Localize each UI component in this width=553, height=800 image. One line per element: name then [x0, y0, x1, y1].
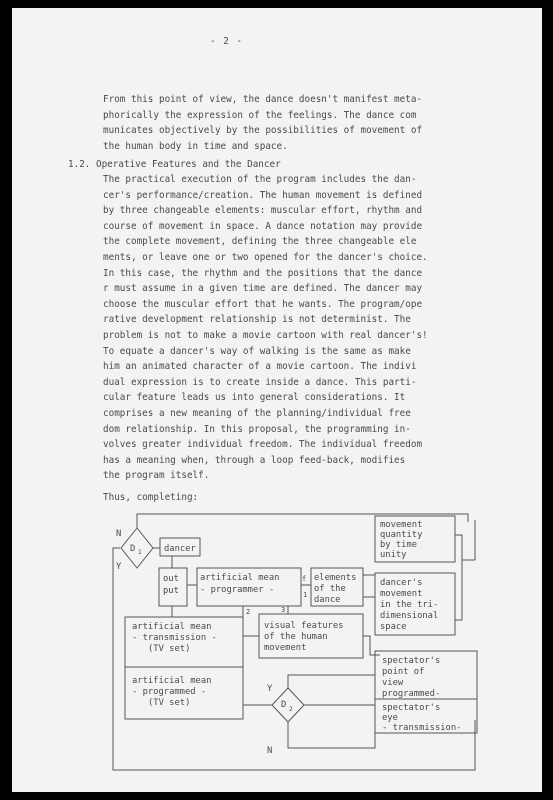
movement-line-5: space [380, 622, 407, 632]
view-line-1: spectator's [382, 656, 441, 666]
text-line: ments, or leave one or two opened for the dancer's choice. [103, 251, 428, 263]
text-line: municates objectively by the possibilities of movement of [103, 125, 423, 137]
programmer-line-1: artificial mean [200, 573, 280, 583]
programmed-line-1: artificial mean [132, 676, 212, 686]
d1-label: D [130, 544, 136, 554]
text-line: r must assume in a given time are defined. The dancer may [103, 283, 423, 295]
view-line-2: point of [382, 667, 425, 677]
text-line: course of movement in space. A dance notation may provide [103, 220, 423, 232]
text-line: phorically the expression of the feelings. The dance com [103, 109, 417, 121]
mark-3: 3 [281, 606, 286, 614]
text-line: has a meaning when, through a loop feed-back, modifies [103, 454, 406, 466]
text-line: dual expression is to create inside a dance. This parti- [103, 376, 417, 388]
quantity-line-3: by time [380, 540, 418, 550]
view-line-3: view [382, 678, 404, 688]
d2-label: D [281, 700, 287, 710]
output-line-2: put [163, 586, 179, 596]
mark-f: f [302, 575, 307, 583]
elements-line-2: of the [314, 584, 346, 594]
decision-d1 [121, 528, 153, 568]
transmission-line-3: (TV set) [148, 644, 191, 654]
d2-loop-top [288, 675, 375, 688]
text-line: From this point of view, the dance doesn't manifest meta- [103, 94, 423, 105]
label-n-bottom: N [267, 746, 273, 756]
elements-line-3: dance [314, 595, 341, 605]
visual-line-1: visual features [264, 621, 344, 631]
text-line: rative development relationship is not determinist. The [103, 314, 411, 326]
text-line: dom relationship. In this proposal, the programming in- [103, 423, 411, 435]
text-line: volves greater individual freedom. The individual freedom [103, 439, 423, 451]
right-bracket [455, 535, 462, 620]
section-heading: 1.2. Operative Features and the Dancer [68, 159, 281, 170]
output-line-1: out [163, 574, 179, 584]
text-line: cular feature leads us into general considerations. It [103, 392, 406, 404]
text-line: problem is not to make a movie cartoon with real dancer's! [103, 329, 428, 341]
movement-line-1: dancer's [380, 578, 423, 588]
text-line: cer's performance/creation. The human movement is defined [103, 189, 423, 201]
visual-line-3: movement [264, 643, 307, 653]
text-line: by three changeable elements: muscular effort, rhythm and [103, 205, 423, 217]
text-line: To equate a dancer's way of walking is the same as make [103, 345, 411, 357]
programmer-line-2: - programmer - [200, 585, 275, 595]
eye-line-2: eye [382, 713, 398, 723]
text-line: The practical execution of the program includes the dan- [103, 174, 417, 185]
movement-line-2: movement [380, 589, 423, 599]
dancer-label: dancer [164, 544, 196, 554]
label-y-d2: Y [267, 684, 273, 694]
label-n-top: N [116, 529, 122, 539]
label-y-left: Y [116, 562, 122, 572]
text-line: him an animated character of a movie cartoon. The indivi [103, 361, 417, 373]
elements-line-1: elements [314, 573, 357, 583]
d2-loop-bottom [288, 722, 375, 748]
programmed-line-3: (TV set) [148, 698, 191, 708]
text-line: the human body in time and space. [103, 140, 288, 152]
transmission-line-1: artificial mean [132, 622, 212, 632]
quantity-line-4: unity [380, 550, 407, 560]
movement-line-3: in the tri- [380, 600, 439, 610]
text-line: In this case, the rhythm and the positions that the dance [103, 267, 423, 279]
d2-subscript: 2 [289, 706, 293, 713]
d1-subscript: 1 [138, 549, 142, 556]
thus-line: Thus, completing: [103, 492, 199, 503]
text-line: comprises a new meaning of the planning/individual free [103, 407, 411, 419]
transmission-line-2: - transmission - [132, 633, 217, 643]
quantity-line-2: quantity [380, 530, 423, 540]
eye-line-3: - transmission- [382, 723, 462, 733]
text-line: the program itself. [103, 470, 210, 482]
quantity-line-1: movement [380, 520, 423, 530]
visual-to-spectator [363, 636, 380, 655]
mark-1: 1 [303, 591, 308, 599]
programmed-line-2: - programmed - [132, 687, 207, 697]
visual-line-2: of the human [264, 632, 328, 642]
decision-d2 [272, 688, 304, 722]
movement-line-4: dimensional [380, 611, 439, 621]
mark-2: 2 [246, 608, 251, 616]
page-number: - 2 - [210, 36, 243, 47]
eye-line-1: spectator's [382, 703, 441, 713]
text-line: the complete movement, defining the three changeable ele [103, 236, 417, 248]
text-line: choose the muscular effort that he wants. The program/ope [103, 298, 423, 310]
view-line-4: programmed- [382, 689, 441, 699]
